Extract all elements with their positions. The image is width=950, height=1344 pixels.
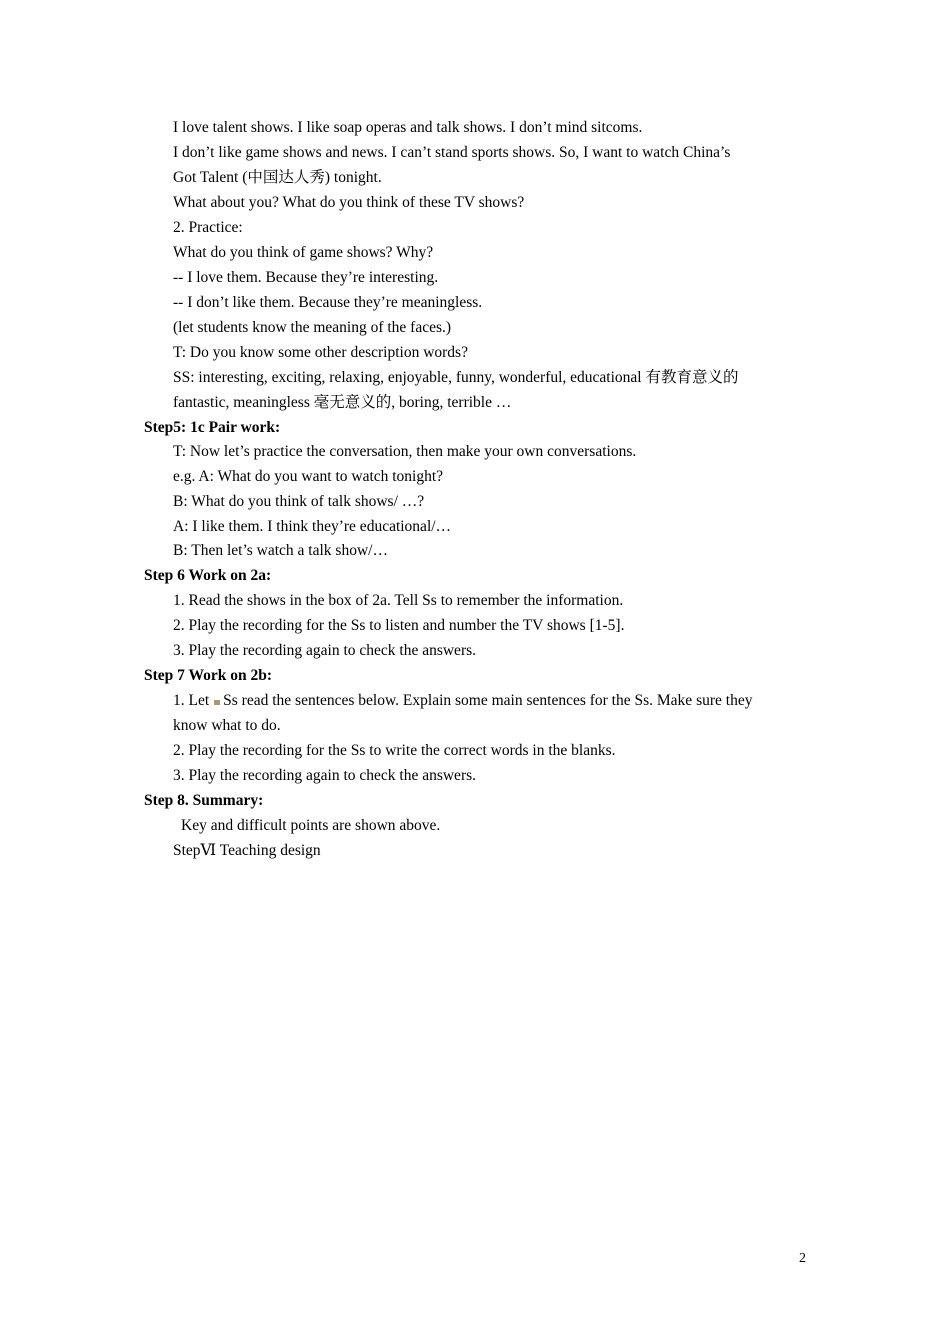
step7-heading: Step 7 Work on 2b:	[144, 667, 273, 684]
text-line: B: What do you think of talk shows/ …?	[173, 493, 425, 510]
text-line: I love talent shows. I like soap operas and talk shows. I don’t mind sitcoms.	[173, 119, 643, 136]
text-line: What about you? What do you think of these TV shows?	[173, 194, 525, 211]
text-line	[173, 691, 752, 711]
text-line: Got Talent (中国达人秀) tonight.	[173, 169, 382, 186]
step6-heading: Step 6 Work on 2a:	[144, 567, 272, 584]
text-line: B: Then let’s watch a talk show/…	[173, 542, 388, 559]
text-fragment: Ss read the sentences below. Explain some main sentences for the Ss. Make sure they	[223, 692, 753, 709]
page-number: 2	[799, 1251, 806, 1266]
text-line: T: Do you know some other description words?	[173, 344, 468, 361]
text-fragment: 1. Let	[173, 692, 210, 709]
text-line: 2. Play the recording for the Ss to write the correct words in the blanks.	[173, 742, 616, 759]
text-line: know what to do.	[173, 717, 281, 734]
text-line: What do you think of game shows? Why?	[173, 244, 434, 261]
text-line: 3. Play the recording again to check the answers.	[173, 642, 477, 659]
text-line: A: I like them. I think they’re educational/…	[173, 518, 452, 535]
small-image-mark-icon	[214, 700, 220, 705]
text-line: 2. Practice:	[173, 219, 243, 236]
text-line: 3. Play the recording again to check the answers.	[173, 767, 477, 784]
text-line: 1. Read the shows in the box of 2a. Tell Ss to remember the information.	[173, 592, 624, 609]
step5-heading: Step5: 1c Pair work:	[144, 419, 281, 436]
text-line: -- I love them. Because they’re interesting.	[173, 269, 439, 286]
text-line: fantastic, meaningless 毫无意义的, boring, terrible …	[173, 394, 512, 411]
text-line: Key and difficult points are shown above.	[181, 817, 441, 834]
text-line: SS: interesting, exciting, relaxing, enjoyable, funny, wonderful, educational 有教育意义的	[173, 369, 739, 386]
text-line: I don’t like game shows and news. I can’t stand sports shows. So, I want to watch China’s	[173, 144, 731, 161]
text-line: StepⅥ Teaching design	[173, 842, 321, 859]
text-line: (let students know the meaning of the faces.)	[173, 319, 452, 336]
text-line: T: Now let’s practice the conversation, then make your own conversations.	[173, 443, 637, 460]
step8-heading: Step 8. Summary:	[144, 792, 264, 809]
text-line: e.g. A: What do you want to watch tonight?	[173, 468, 444, 485]
text-line: -- I don’t like them. Because they’re meaningless.	[173, 294, 483, 311]
text-line: 2. Play the recording for the Ss to listen and number the TV shows [1-5].	[173, 617, 625, 634]
